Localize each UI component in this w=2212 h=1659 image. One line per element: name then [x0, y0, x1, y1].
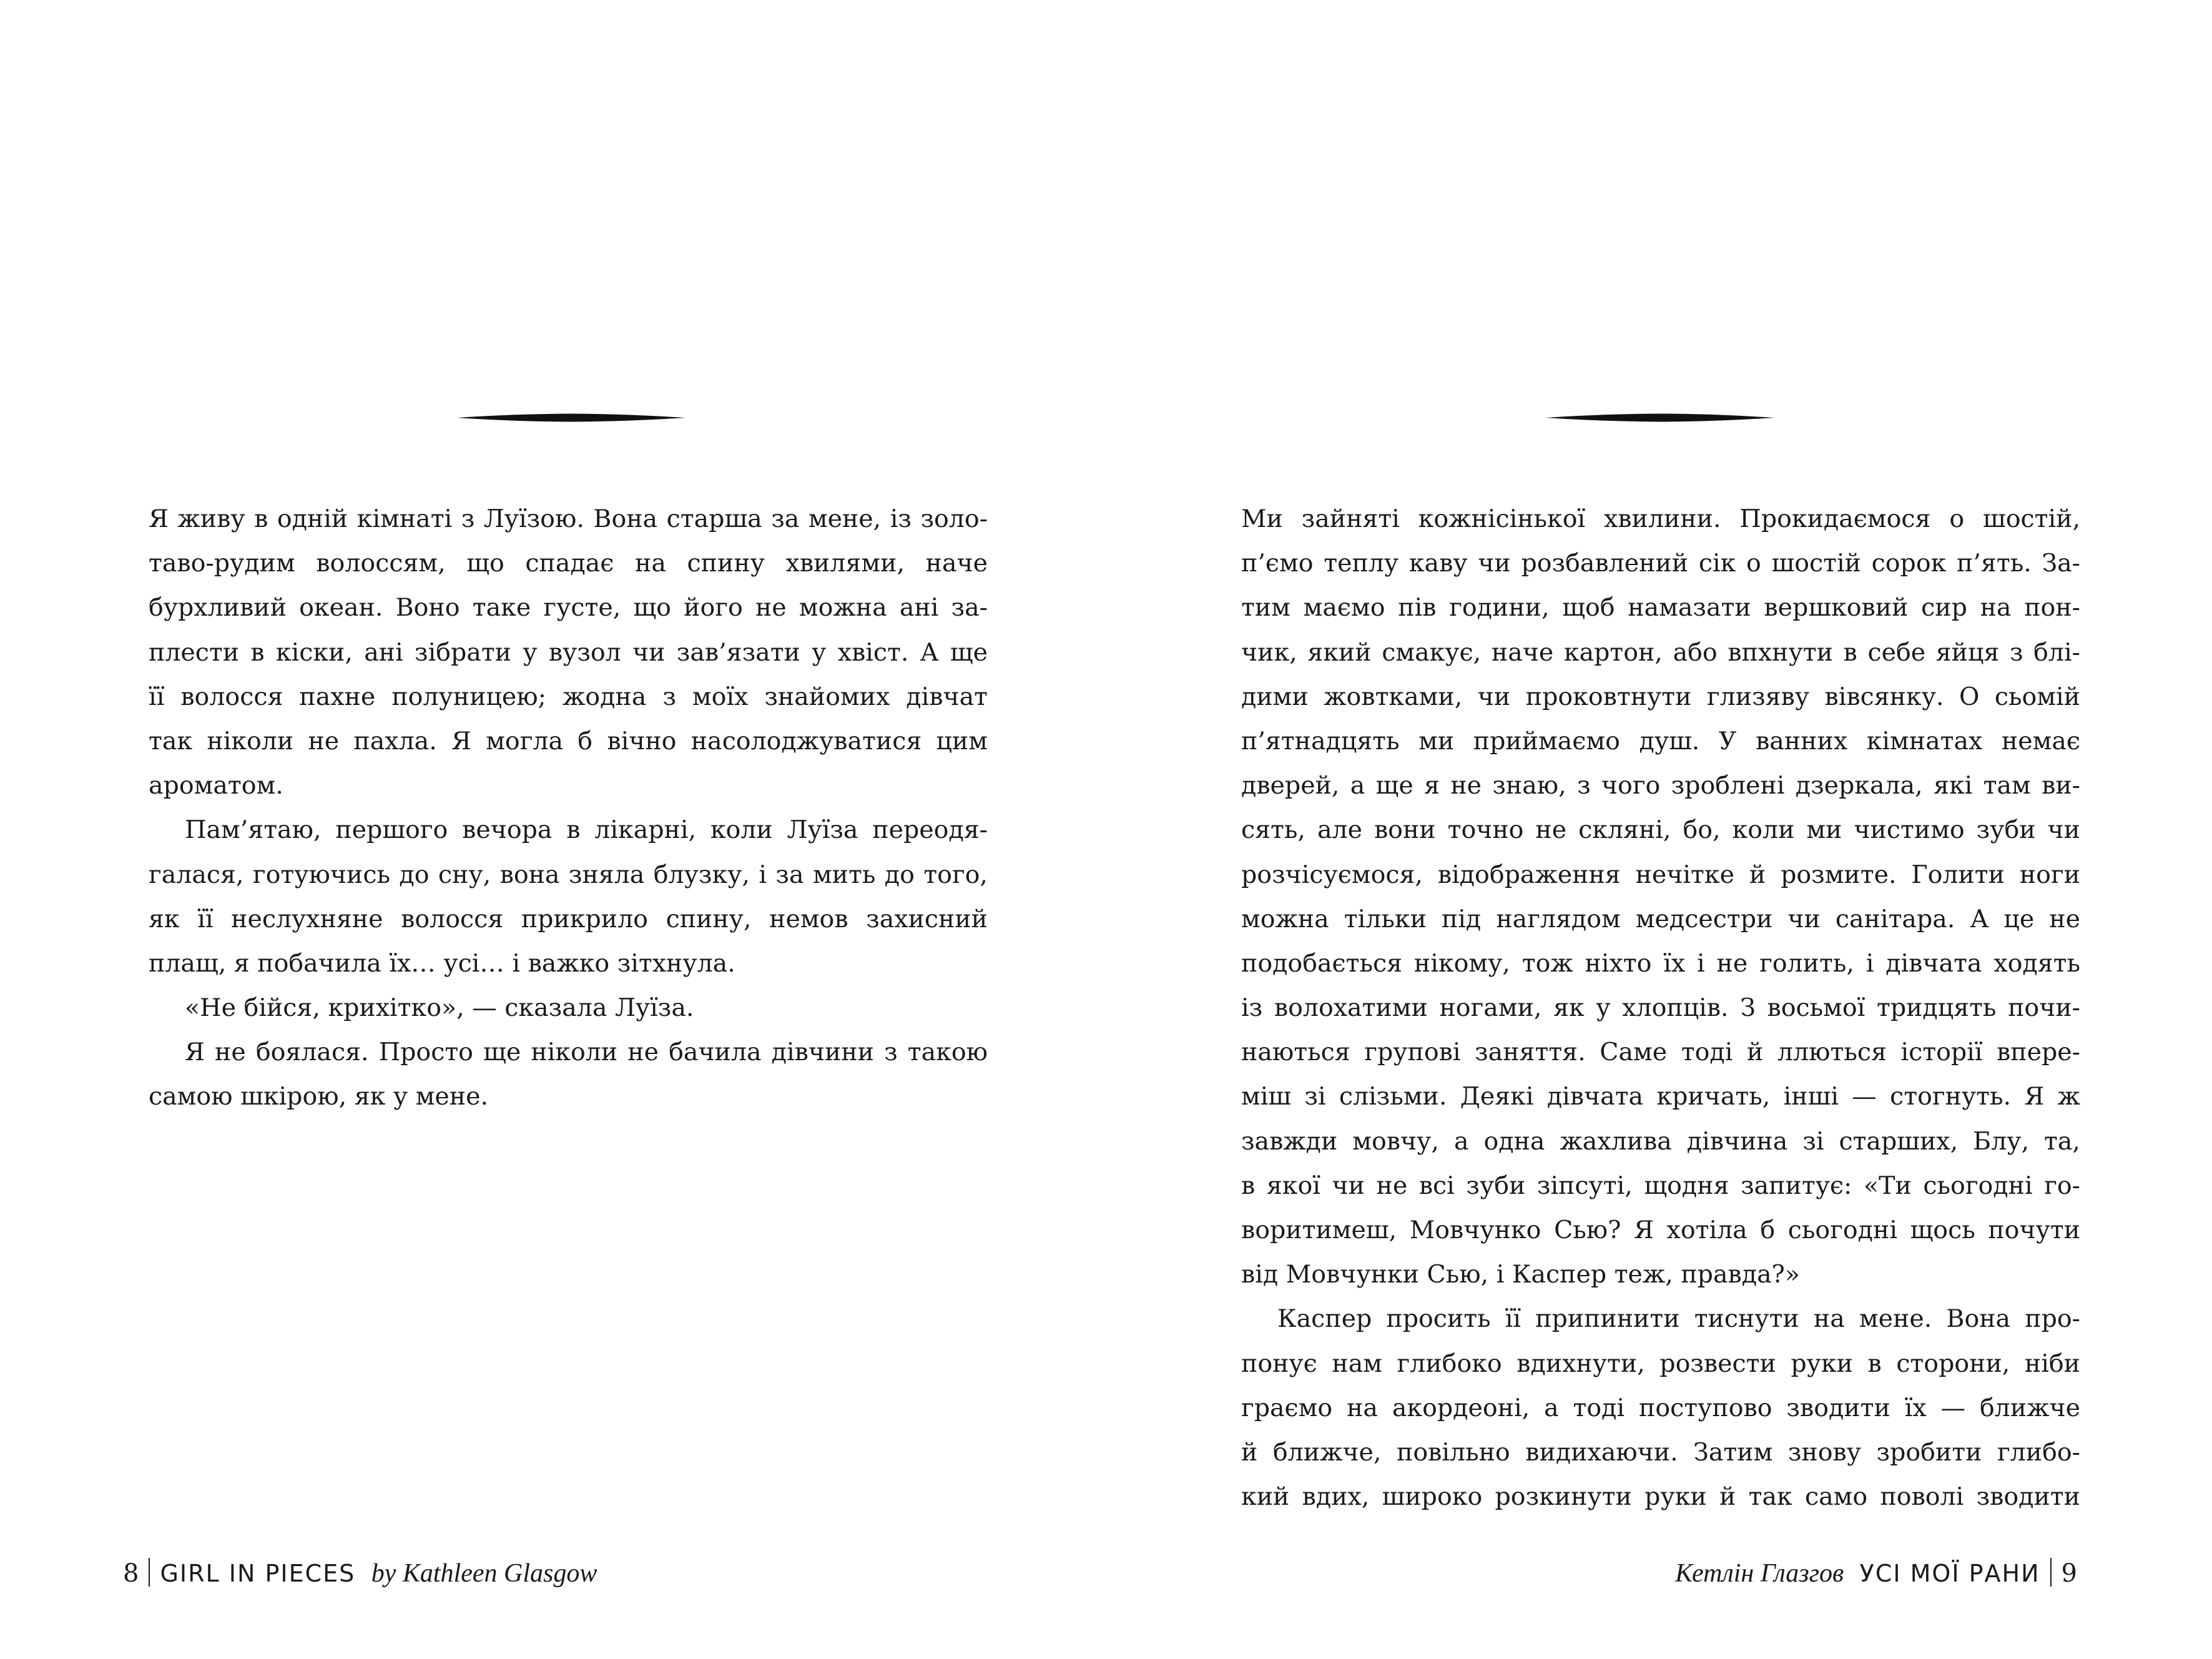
text-line: воритимеш, Мовчунко Сью? Я хотіла б сьогодні щось почути	[1241, 1216, 2080, 1244]
footer-book-title-right: УСІ МОЇ РАНИ	[1859, 1560, 2040, 1587]
footer-author-right: Кетлін Глазгов	[1675, 1559, 1844, 1588]
text-line: Я не боялася. Просто ще ніколи не бачила дівчини з такою	[185, 1038, 988, 1067]
right-footer	[1675, 1555, 2077, 1592]
page-number-right: 9	[2061, 1559, 2077, 1588]
text-line: п’ятнадцять ми приймаємо душ. У ванних кімнатах немає	[1241, 726, 2080, 756]
text-line: Каспер просить її припинити тиснути на мене. Вона про-	[1277, 1304, 2080, 1334]
text-line: її волосся пахне полуницею; жодна з моїх знайомих дівчат	[149, 682, 988, 711]
text-line: сять, але вони точно не скляні, бо, коли ми чистимо зуби чи	[1241, 815, 2080, 845]
chapter-ornament-left	[457, 413, 686, 422]
left-footer	[123, 1555, 597, 1592]
footer-author-left: by Kathleen Glasgow	[371, 1559, 597, 1588]
chapter-ornament-right	[1546, 413, 1774, 422]
footer-book-title-left: GIRL IN PIECES	[160, 1560, 356, 1587]
text-line: завжди мовчу, а одна жахлива дівчина зі старших, Блу, та,	[1241, 1126, 2080, 1156]
text-line: від Мовчунки Сью, і Каспер теж, правда?»	[1241, 1260, 1800, 1289]
right-page	[1106, 0, 2212, 1659]
text-line: наються групові заняття. Саме тоді й ллються історії впере-	[1241, 1038, 2080, 1067]
left-body-text	[149, 497, 988, 1120]
right-body-text	[1241, 497, 2080, 1519]
text-line: розчісуємося, відображення нечітке й розмите. Голити ноги	[1241, 860, 2080, 889]
page-number-left: 8	[123, 1559, 139, 1588]
text-line: Пам’ятаю, першого вечора в лікарні, коли Луїза переодя-	[185, 815, 988, 845]
text-line: із волохатими ногами, як у хлопців. З восьмої тридцять почи-	[1241, 993, 2080, 1023]
text-line: можна тільки під наглядом медсестри чи санітара. А це не	[1241, 904, 2080, 933]
text-line: ароматом.	[149, 771, 283, 800]
text-line: таво-рудим волоссям, що спадає на спину хвилями, наче	[149, 549, 988, 578]
text-line: бурхливий океан. Воно таке густе, що його не можна ані за-	[149, 593, 988, 623]
text-line: подобається нікому, тож ніхто їх і не голить, і дівчата ходять	[1241, 948, 2080, 978]
text-line: Ми зайняті кожнісінької хвилини. Прокидаємося о шостій,	[1241, 505, 2080, 533]
text-line: плащ, я побачила їх… усі… і важко зітхнула.	[149, 948, 735, 978]
text-line: й ближче, повільно видихаючи. Затим знову зробити глибо-	[1241, 1437, 2080, 1467]
text-line: понує нам глибоко вдихнути, розвести руки в сторони, ніби	[1241, 1349, 2080, 1378]
text-line: як її неслухняне волосся прикрило спину, немов захисний	[149, 904, 988, 933]
text-line: так ніколи не пахла. Я могла б вічно насолоджуватися цим	[149, 726, 988, 756]
text-line: галася, готуючись до сну, вона зняла блузку, і за мить до того,	[149, 860, 988, 889]
text-line: дими жовтками, чи проковтнути глизяву вівсянку. О сьомій	[1241, 682, 2080, 711]
text-line: в якої чи не всі зуби зіпсуті, щодня запитує: «Ти сьогодні го-	[1241, 1171, 2080, 1200]
text-line: плести в кіски, ані зібрати у вузол чи зав’язати у хвіст. А ще	[149, 638, 988, 667]
text-line: «Не бійся, крихітко», — сказала Луїза.	[185, 993, 694, 1023]
footer-separator-right	[2050, 1558, 2052, 1587]
footer-separator-left	[149, 1558, 150, 1587]
text-line: Я живу в одній кімнаті з Луїзою. Вона старша за мене, із золо-	[149, 505, 988, 533]
text-line: чик, який смакує, наче картон, або впхнути в себе яйця з блі-	[1241, 638, 2080, 667]
text-line: граємо на акордеоні, а тоді поступово зводити їх — ближче	[1241, 1393, 2080, 1422]
text-line: дверей, а ще я не знаю, з чого зроблені дзеркала, які там ви-	[1241, 771, 2080, 800]
text-line: тим маємо пів години, щоб намазати вершковий сир на пон-	[1241, 593, 2080, 623]
text-line: міш зі слізьми. Деякі дівчата кричать, інші — стогнуть. Я ж	[1241, 1082, 2080, 1111]
text-line: кий вдих, широко розкинути руки й так само поволі зводити	[1241, 1482, 2080, 1512]
text-line: самою шкірою, як у мене.	[149, 1082, 489, 1111]
text-line: п’ємо теплу каву чи розбавлений сік о шостій сорок п’ять. За-	[1241, 549, 2080, 578]
